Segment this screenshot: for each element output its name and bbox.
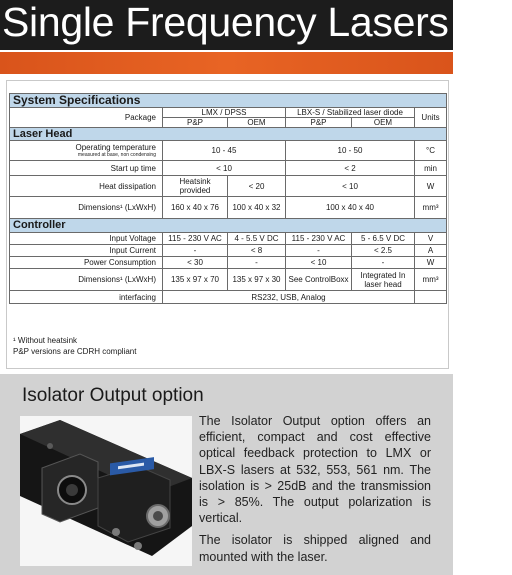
unit-cell: V (415, 233, 447, 245)
isolator-panel (0, 374, 453, 575)
section-heading: System Specifications (10, 94, 447, 108)
cell: < 10 (286, 176, 415, 197)
page-title: Single Frequency Lasers (2, 0, 449, 45)
cell: < 8 (228, 245, 286, 257)
sub-header: P&P (286, 118, 352, 128)
table-row (10, 233, 447, 245)
table-row (10, 176, 447, 197)
cell: 115 - 230 V AC (286, 233, 352, 245)
cell: Integrated In laser head (352, 269, 415, 291)
row-label: Heat dissipation (10, 176, 163, 197)
cell: Heatsink provided (163, 176, 228, 197)
table-row (10, 161, 447, 176)
cell: 4 - 5.5 V DC (228, 233, 286, 245)
table-row (10, 269, 447, 291)
row-label: Input Current (10, 245, 163, 257)
isolator-description (199, 413, 431, 571)
footnotes (13, 335, 136, 357)
table-row (10, 245, 447, 257)
sub-header: OEM (352, 118, 415, 128)
header-banner (0, 0, 453, 50)
cell: 5 - 6.5 V DC (352, 233, 415, 245)
cell: 100 x 40 x 32 (228, 197, 286, 219)
row-label: Dimensions¹ (LxWxH) (10, 197, 163, 219)
sub-header: P&P (163, 118, 228, 128)
cell: < 10 (163, 161, 286, 176)
specs-card (6, 80, 449, 369)
cell: 10 - 45 (163, 141, 286, 161)
cell: See ControlBoxx (286, 269, 352, 291)
unit-cell: mm³ (415, 197, 447, 219)
package-label: Package (10, 108, 163, 128)
cell: - (352, 257, 415, 269)
unit-cell: mm³ (415, 269, 447, 291)
paragraph: The Isolator Output option offers an efficient, compact and cost effective optical feedback protection to LMX or LBX-S lasers at 532, 553, 561 nm. The isolation is > 25dB and the transmission is > 85%. The output polarization is vertical. (199, 414, 431, 526)
cell: RS232, USB, Analog (163, 291, 415, 304)
footnote: P&P versions are CDRH compliant (13, 347, 137, 356)
cell: < 20 (228, 176, 286, 197)
row-label: Start up time (10, 161, 163, 176)
cell: 135 x 97 x 70 (163, 269, 228, 291)
group-header: LBX-S / Stabilized laser diode (286, 108, 415, 118)
unit-cell (415, 291, 447, 304)
paragraph: The isolator is shipped aligned and mounted with the laser. (199, 533, 431, 564)
unit-cell: A (415, 245, 447, 257)
row-label: interfacing (10, 291, 163, 304)
table-row (10, 291, 447, 304)
cell: 10 - 50 (286, 141, 415, 161)
table-row (10, 141, 447, 161)
isolator-illustration (20, 416, 192, 566)
footnote: ¹ Without heatsink (13, 336, 78, 345)
row-sublabel: measured at base, non condensing (77, 152, 156, 158)
cell: 115 - 230 V AC (163, 233, 228, 245)
accent-bar (0, 52, 453, 74)
table-row (10, 108, 447, 118)
cell: - (286, 245, 352, 257)
section-row-laser-head (10, 128, 447, 141)
unit-cell: W (415, 176, 447, 197)
row-label-text: Operating temperature (75, 143, 156, 152)
cell: < 30 (163, 257, 228, 269)
sub-header: OEM (228, 118, 286, 128)
spec-table (9, 93, 447, 304)
table-row (10, 197, 447, 219)
section-heading: Laser Head (10, 128, 447, 141)
isolator-title: Isolator Output option (22, 385, 204, 406)
section-row-system (10, 94, 447, 108)
row-label: Input Voltage (10, 233, 163, 245)
cell: 135 x 97 x 30 (228, 269, 286, 291)
section-heading: Controller (10, 219, 447, 233)
isolator-photo (20, 416, 192, 566)
table-row (10, 257, 447, 269)
row-label: Dimensions¹ (LxWxH) (10, 269, 163, 291)
row-label: Power Consumption (10, 257, 163, 269)
cell: < 2.5 (352, 245, 415, 257)
cell: < 10 (286, 257, 352, 269)
cell: < 2 (286, 161, 415, 176)
units-header: Units (415, 108, 447, 128)
unit-cell: min (415, 161, 447, 176)
group-header: LMX / DPSS (163, 108, 286, 118)
cell: 160 x 40 x 76 (163, 197, 228, 219)
unit-cell: W (415, 257, 447, 269)
section-row-controller (10, 219, 447, 233)
cell: - (228, 257, 286, 269)
row-label (10, 141, 163, 161)
cell: - (163, 245, 228, 257)
cell: 100 x 40 x 40 (286, 197, 415, 219)
unit-cell: °C (415, 141, 447, 161)
